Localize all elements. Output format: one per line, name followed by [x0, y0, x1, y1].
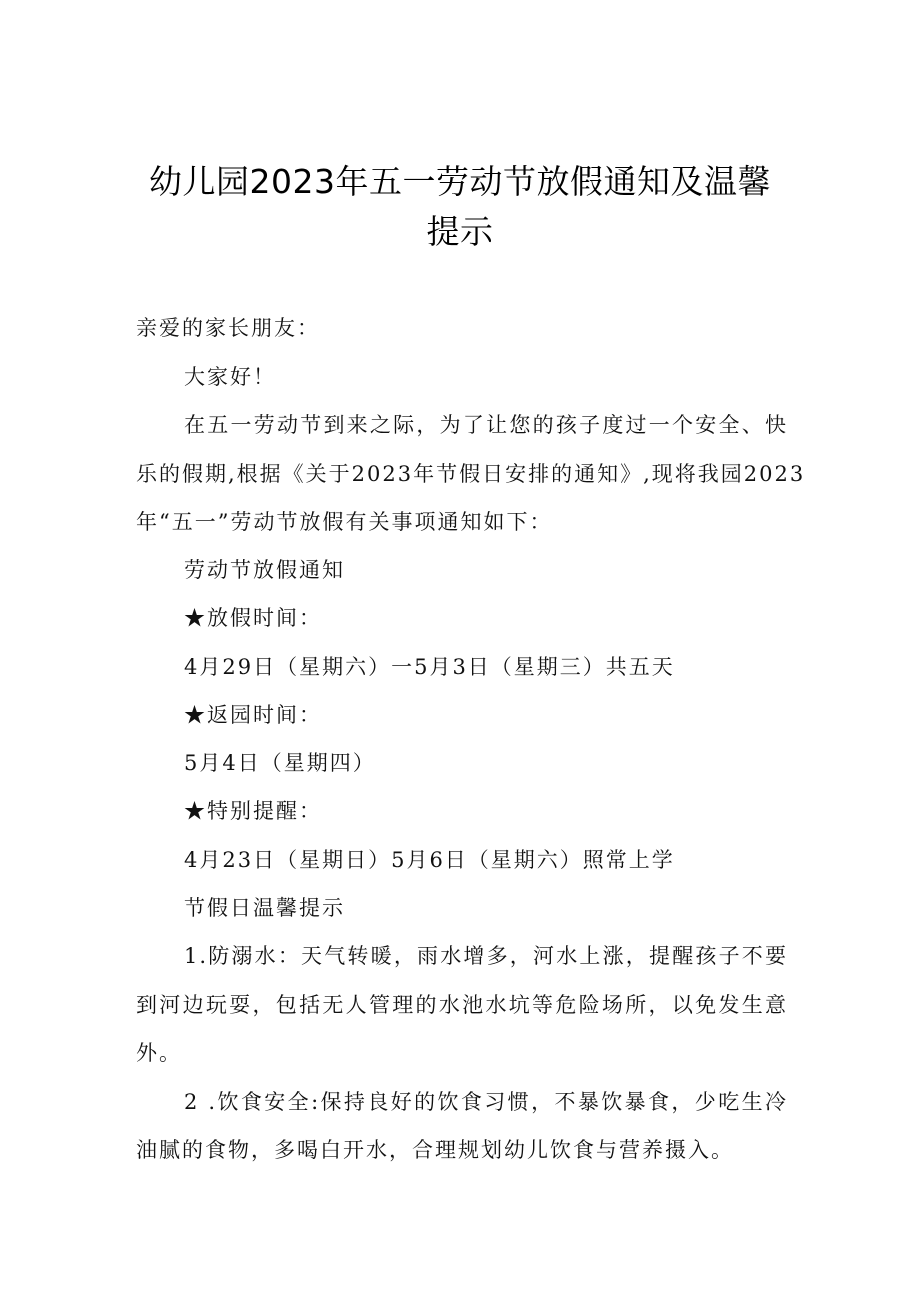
special-reminder-value: 4月23日（星期日）5月6日（星期六）照常上学 [184, 848, 675, 872]
intro-line-2: 乐的假期,根据《关于2023年节假日安排的通知》,现将我园2023 [136, 462, 806, 486]
document-title-line-2: 提示 [426, 212, 494, 251]
tip-2-line-1: 2 .饮食安全:保持良好的饮食习惯，不暴饮暴食，少吃生冷 [184, 1090, 788, 1114]
special-reminder-label: ★特别提醒： [184, 799, 322, 823]
document-title-line-1: 幼儿园2023年五一劳动节放假通知及温馨 [149, 162, 771, 201]
salutation: 亲爱的家长朋友： [136, 316, 320, 340]
tip-1-line-2: 到河边玩耍，包括无人管理的水池水坑等危险场所，以免发生意 [136, 993, 788, 1017]
greeting: 大家好！ [184, 365, 276, 389]
holiday-time-value: 4月29日（星期六）一5月3日（星期三）共五天 [184, 655, 675, 679]
intro-line-3: 年“五一”劳动节放假有关事项通知如下： [136, 510, 553, 534]
tip-1-line-3: 外。 [136, 1041, 182, 1065]
section-heading-holiday-notice: 劳动节放假通知 [184, 558, 345, 582]
intro-line-1: 在五一劳动节到来之际，为了让您的孩子度过一个安全、快 [184, 413, 788, 437]
holiday-time-label: ★放假时间： [184, 606, 322, 630]
section-heading-holiday-tips: 节假日温馨提示 [184, 896, 345, 920]
tip-1-line-1: 1.防溺水：天气转暖，雨水增多，河水上涨，提醒孩子不要 [184, 944, 788, 968]
return-time-label: ★返园时间： [184, 703, 322, 727]
return-time-value: 5月4日（星期四） [184, 751, 376, 775]
tip-2-line-2: 油腻的食物，多喝白开水，合理规划幼儿饮食与营养摄入。 [136, 1138, 734, 1162]
